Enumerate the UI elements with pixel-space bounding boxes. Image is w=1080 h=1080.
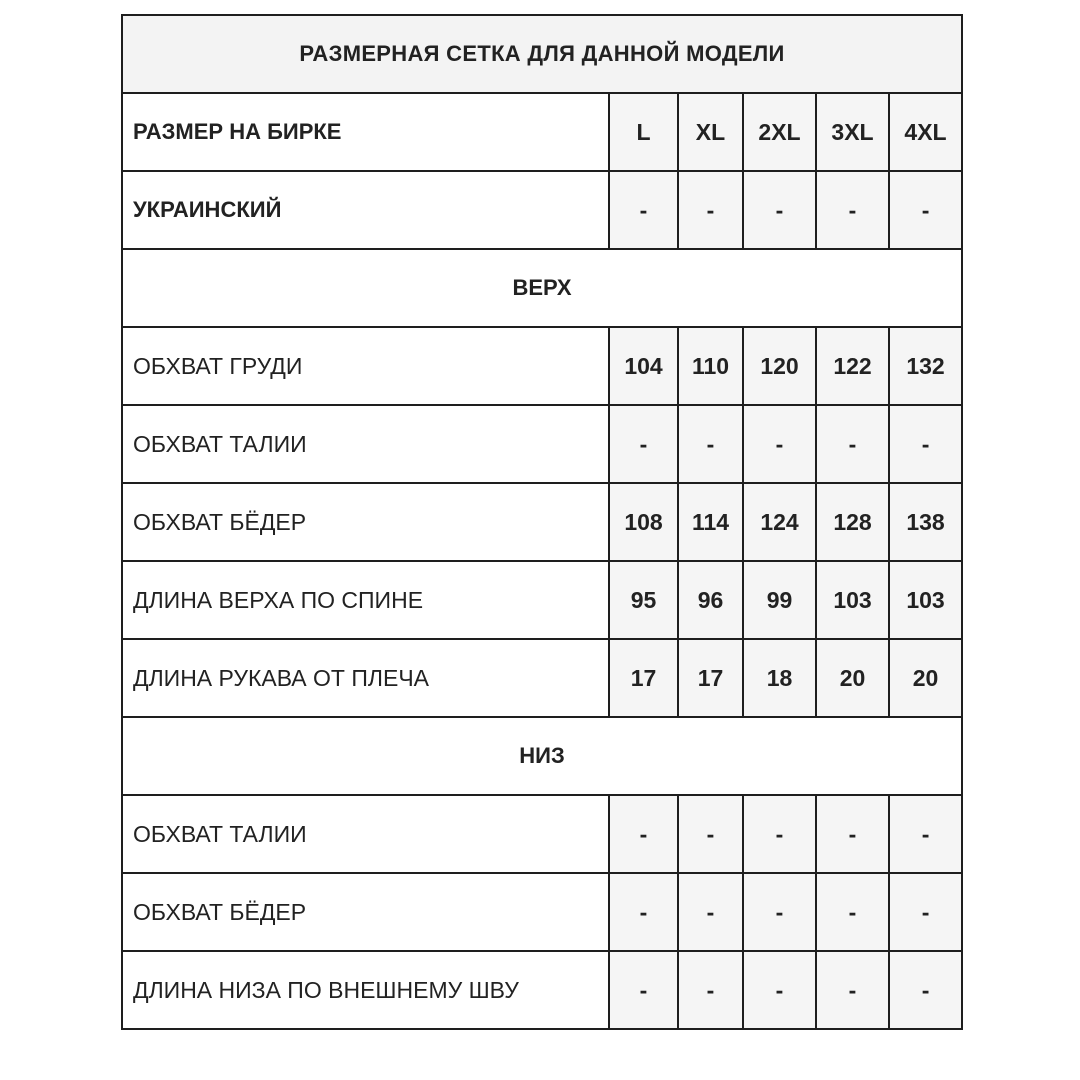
ukrainian-label: УКРАИНСКИЙ (122, 171, 609, 249)
table-cell: - (743, 951, 816, 1029)
row-label: ДЛИНА ВЕРХА ПО СПИНЕ (122, 561, 609, 639)
size-header-3XL: 3XL (816, 93, 889, 171)
table-cell: 124 (743, 483, 816, 561)
table-cell: - (609, 405, 678, 483)
row-label: ОБХВАТ ТАЛИИ (122, 405, 609, 483)
table-cell: 103 (816, 561, 889, 639)
table-cell: - (743, 873, 816, 951)
table-cell: - (816, 795, 889, 873)
table-cell: 18 (743, 639, 816, 717)
table-cell: 96 (678, 561, 743, 639)
table-cell: 122 (816, 327, 889, 405)
table-title: РАЗМЕРНАЯ СЕТКА ДЛЯ ДАННОЙ МОДЕЛИ (122, 15, 962, 93)
table-row (122, 483, 962, 561)
section-row-bottom (122, 717, 962, 795)
section-row-top (122, 249, 962, 327)
row-label: ОБХВАТ ГРУДИ (122, 327, 609, 405)
table-cell: 108 (609, 483, 678, 561)
table-cell: 103 (889, 561, 962, 639)
table-cell: - (889, 951, 962, 1029)
size-chart-table (121, 14, 963, 1030)
table-row (122, 561, 962, 639)
size-header-4XL: 4XL (889, 93, 962, 171)
size-header-label: РАЗМЕР НА БИРКЕ (122, 93, 609, 171)
table-row (122, 405, 962, 483)
table-cell: - (889, 171, 962, 249)
table-cell: - (816, 171, 889, 249)
section-title-bottom: НИЗ (122, 717, 962, 795)
row-label: ОБХВАТ БЁДЕР (122, 873, 609, 951)
table-cell: - (609, 951, 678, 1029)
table-cell: - (678, 873, 743, 951)
table-cell: - (816, 405, 889, 483)
table-cell: - (816, 951, 889, 1029)
title-row (122, 15, 962, 93)
row-label: ОБХВАТ БЁДЕР (122, 483, 609, 561)
table-row (122, 327, 962, 405)
table-cell: 114 (678, 483, 743, 561)
table-cell: - (816, 873, 889, 951)
table-cell: 110 (678, 327, 743, 405)
table-cell: - (678, 405, 743, 483)
table-cell: 120 (743, 327, 816, 405)
size-header-L: L (609, 93, 678, 171)
table-cell: - (609, 795, 678, 873)
table-cell: 132 (889, 327, 962, 405)
row-label: ДЛИНА НИЗА ПО ВНЕШНЕМУ ШВУ (122, 951, 609, 1029)
row-label: ДЛИНА РУКАВА ОТ ПЛЕЧА (122, 639, 609, 717)
table-cell: - (678, 171, 743, 249)
table-cell: 128 (816, 483, 889, 561)
table-cell: - (889, 405, 962, 483)
table-cell: 17 (609, 639, 678, 717)
size-header-XL: XL (678, 93, 743, 171)
row-label: ОБХВАТ ТАЛИИ (122, 795, 609, 873)
table-cell: 95 (609, 561, 678, 639)
table-row (122, 873, 962, 951)
table-cell: 99 (743, 561, 816, 639)
section-title-top: ВЕРХ (122, 249, 962, 327)
ukrainian-row (122, 171, 962, 249)
table-row (122, 639, 962, 717)
size-header-2XL: 2XL (743, 93, 816, 171)
table-cell: 138 (889, 483, 962, 561)
table-cell: - (889, 795, 962, 873)
table-cell: - (609, 873, 678, 951)
table-cell: - (743, 795, 816, 873)
table-row (122, 951, 962, 1029)
table-cell: 104 (609, 327, 678, 405)
size-header-row (122, 93, 962, 171)
table-cell: - (743, 171, 816, 249)
table-row (122, 795, 962, 873)
table-cell: - (609, 171, 678, 249)
table-cell: 20 (889, 639, 962, 717)
table-cell: - (889, 873, 962, 951)
table-cell: - (743, 405, 816, 483)
table-cell: 20 (816, 639, 889, 717)
table-cell: - (678, 795, 743, 873)
table-cell: - (678, 951, 743, 1029)
table-cell: 17 (678, 639, 743, 717)
